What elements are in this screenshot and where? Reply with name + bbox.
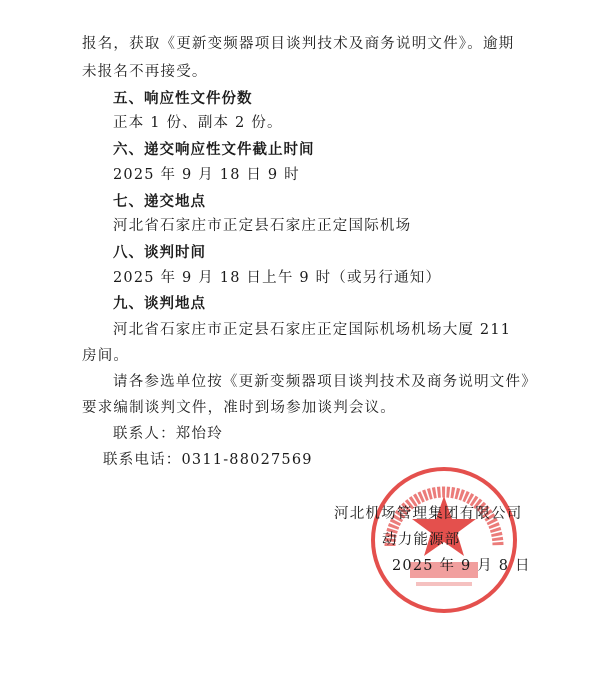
body-line: 2025 年 9 月 18 日 9 时 — [113, 167, 300, 183]
body-line: 报名，获取《更新变频器项目谈判技术及商务说明文件》。逾期 — [82, 36, 515, 52]
signature-department: 动力能源部 — [382, 532, 461, 548]
body-line: 请各参选单位按《更新变频器项目谈判技术及商务说明文件》 — [113, 374, 537, 390]
contact-person: 联系人：郑怡玲 — [113, 426, 223, 442]
signature-organization: 河北机场管理集团有限公司 — [334, 506, 523, 522]
body-line: 房间。 — [82, 348, 130, 364]
signature-date: 2025 年 9 月 8 日 — [392, 558, 531, 574]
body-line: 河北省石家庄市正定县石家庄正定国际机场机场大厦 211 — [113, 322, 512, 338]
body-line: 要求编制谈判文件，准时到场参加谈判会议。 — [82, 400, 396, 416]
section-heading-time: 八、谈判时间 — [113, 245, 206, 261]
body-line: 未报名不再接受。 — [82, 64, 208, 80]
section-heading-deadline: 六、递交响应性文件截止时间 — [113, 142, 315, 158]
section-heading-venue: 九、谈判地点 — [113, 296, 206, 312]
body-line: 2025 年 9 月 18 日上午 9 时（或另行通知） — [113, 270, 442, 286]
body-line: 正本 1 份、副本 2 份。 — [113, 115, 283, 131]
section-heading-location: 七、递交地点 — [113, 194, 206, 210]
body-line: 河北省石家庄市正定县石家庄正定国际机场 — [113, 218, 412, 234]
contact-phone: 联系电话：0311-88027569 — [103, 452, 313, 468]
section-heading-copies: 五、响应性文件份数 — [113, 91, 253, 107]
